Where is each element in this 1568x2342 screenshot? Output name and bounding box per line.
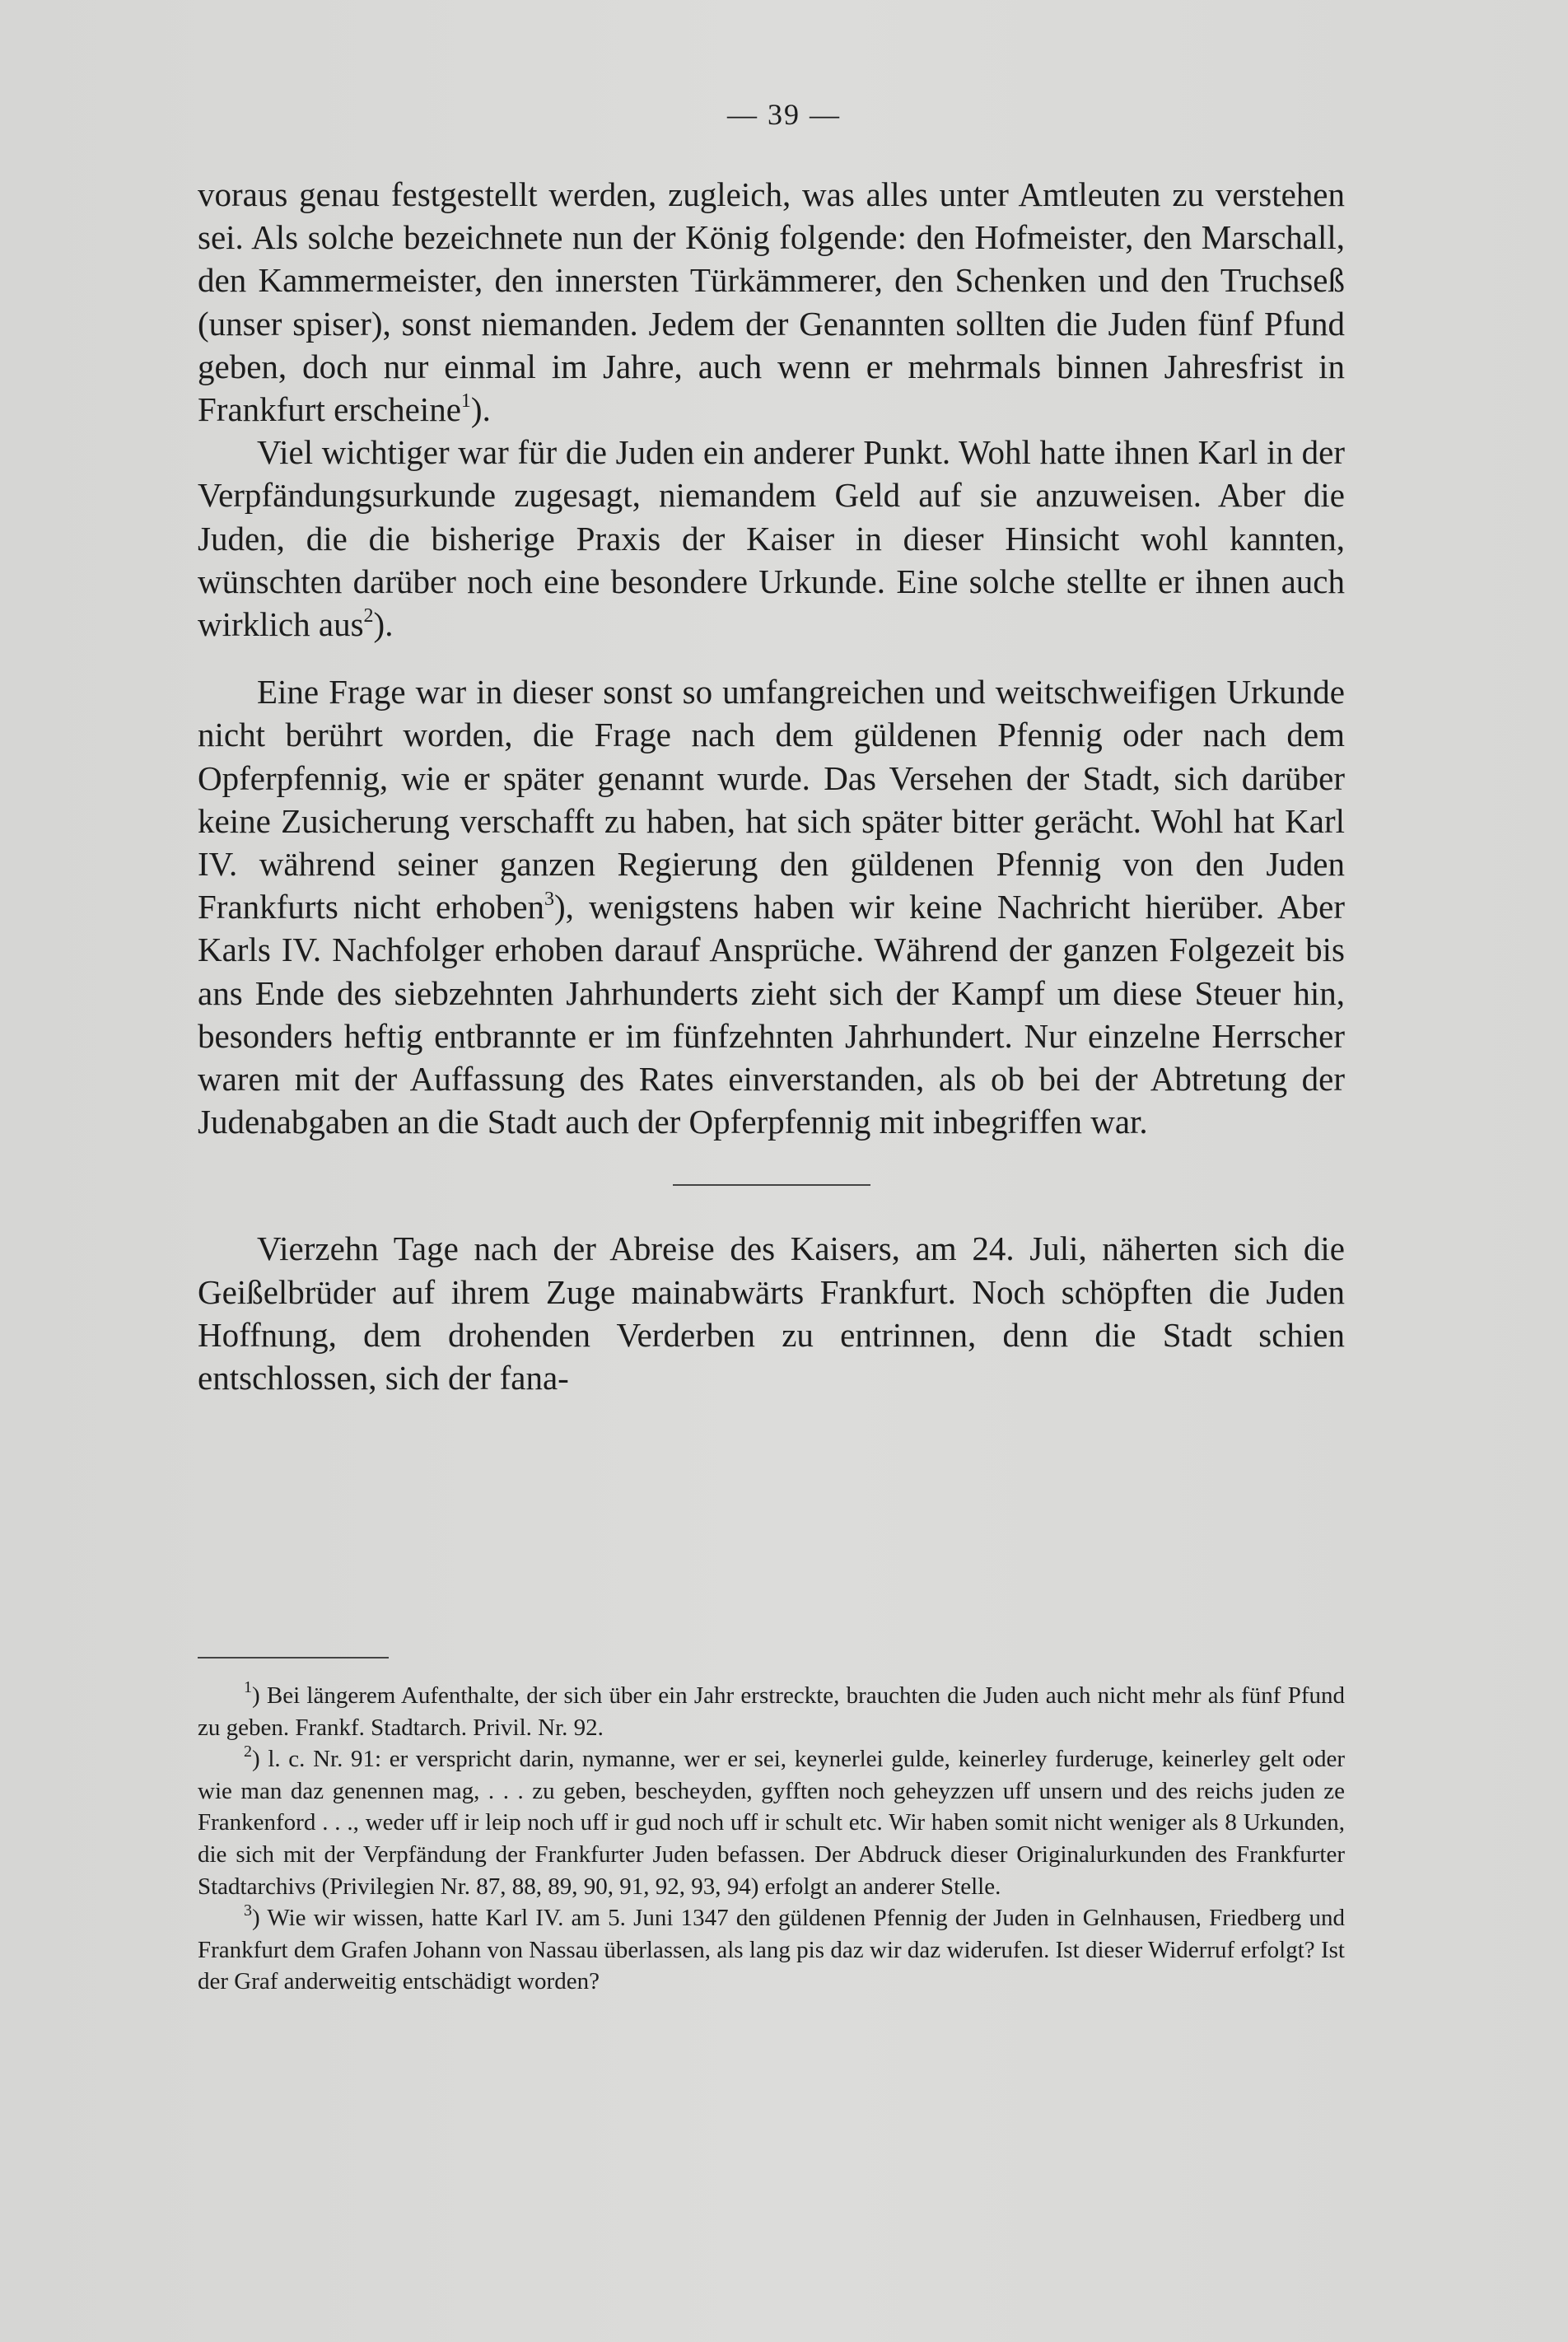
paragraph-4 — [198, 1227, 1345, 1399]
main-text — [198, 173, 1345, 1399]
paragraph-1-text: voraus genau festgestellt werden, zugleich, was alles unter Amtleuten zu verstehen sei. Als solche bezeichnete nun der König folgende: den Hofmeister, den Marschall, den Kammermeister, den innersten Türkämmerer, den Schenken und den Truchseß (unser spiser), sonst niemanden. Jedem der Genannten sollten die Juden fünf Pfund geben, doch nur einmal im Jahre, auch wenn er mehrmals binnen Jahresfrist in Frankfurt erscheine — [198, 175, 1345, 429]
footnote-3-text: Wie wir wissen, hatte Karl IV. am 5. Juni 1347 den güldenen Pfennig der Juden in Gelnhausen, Friedberg und Frankfurt dem Grafen Johann von Nassau überlassen, als lang pis daz wir daz widerufen. Ist dieser Widerruf erfolgt? Ist der Graf anderweitig entschädigt worden? — [198, 1905, 1345, 1995]
footnote-ref-1: 1 — [460, 390, 471, 413]
paragraph-1: voraus genau festgestellt werden, zugleich, was alles unter Amtleuten zu verstehen sei. Als solche bezeichnete nun der König folgende: den Hofmeister, den Marschall, den Kammermeister, den innersten Türkämmerer, den Schenken und den Truchseß (unser spiser), sonst niemanden. Jedem der Genannten sollten die Juden fünf Pfund geben, doch nur einmal im Jahre, auch wenn er mehrmals binnen Jahresfrist in Frankfurt erscheine$^1$). — [198, 175, 1345, 429]
section-divider — [673, 1184, 870, 1186]
paragraph-3: Eine Frage war in dieser sonst so umfangreichen und weitschweifigen Urkunde nicht berührt worden, die Frage nach dem güldenen Pfennig oder nach dem Opferpfennig, wie er später genannt wurde. Das Versehen der Stadt, sich darüber keine Zusicherung verschafft zu haben, hat sich später bitter gerächt. Wohl hat Karl IV. während seiner ganzen Regierung den güldenen Pfennig von den Juden Frankfurts nicht erhoben$^3$), wenigstens haben wir keine Nachricht hierüber. Aber Karls IV. Nachfolger erhoben darauf Ansprüche. Während der ganzen Folgezeit bis ans Ende des siebzehnten Jahrhunderts zieht sich der Kampf um diese Steuer hin, besonders heftig entbrannte er im fünfzehnten Jahrhundert. Nur einzelne Herrscher waren mit der Auffassung des Rates einverstanden, als ob bei der Abtretung der Judenabgaben an die Stadt auch der Opferpfennig mit inbegriffen war. — [198, 673, 1345, 1141]
footnote-2: $^2$) l. c. Nr. 91: er verspricht darin, nymanne, wer er sei, keynerlei gulde, keinerley furderuge, keinerley gelt oder wie man daz genennen mag, . . . zu geben, bescheyden, gyfften noch geheyzzen uff unsern und des reichs juden ze Frankenford . . ., weder uff ir leip noch uff ir gud noch uff ir schult etc. Wir haben somit nicht weniger als 8 Urkunden, die sich mit der Verpfändung der Frankfurter Juden befassen. Der Abdruck dieser Originalurkunden des Frankfurter Stadtarchivs (Privilegien Nr. 87, 88, 89, 90, 91, 92, 93, 94) erfolgt an anderer Stelle. — [198, 1742, 1345, 1900]
footnote-ref-2: 2 — [363, 605, 374, 627]
footnote-mark-3: 3 — [244, 1901, 252, 1920]
footnote-divider — [198, 1657, 389, 1659]
footnote-1-text: Bei längerem Aufenthalte, der sich über ein Jahr erstreckte, brauchten die Juden auch nicht mehr als fünf Pfund zu geben. Frankf. Stadtarch. Privil. Nr. 92. — [198, 1682, 1345, 1741]
footnote-2-text: l. c. Nr. 91: er verspricht darin, nymanne, wer er sei, keynerlei gulde, keinerley furderuge, keinerley gelt oder wie man daz genennen mag, . . . zu geben, bescheyden, gyfften noch geheyzzen uff unsern und des reichs juden ze Frankenford . . ., weder uff ir leip noch uff ir gud noch uff ir schult etc. Wir haben somit nicht weniger als 8 Urkunden, die sich mit der Verpfändung der Frankfurter Juden befassen. Der Abdruck dieser Originalurkunden des Frankfurter Stadtarchivs (Privilegien Nr. 87, 88, 89, 90, 91, 92, 93, 94) erfolgt an anderer Stelle. — [198, 1746, 1345, 1900]
paragraph-4-text: Vierzehn Tage nach der Abreise des Kaisers, am 24. Juli, näherten sich die Geißelbrüder auf ihrem Zuge mainabwärts Frankfurt. Noch schöpften die Juden Hoffnung, dem drohenden Verderben zu entrinnen, denn die Stadt schien entschlossen, sich der fana- — [198, 1229, 1345, 1397]
page-number: — 39 — — [727, 98, 841, 131]
paragraph-2: Viel wichtiger war für die Juden ein anderer Punkt. Wohl hatte ihnen Karl in der Verpfändungsurkunde zugesagt, niemandem Geld auf sie anzuweisen. Aber die Juden, die die bisherige Praxis der Kaiser in dieser Hinsicht wohl kannten, wünschten darüber noch eine besondere Urkunde. Eine solche stellte er ihnen auch wirklich aus$^2$). — [198, 433, 1345, 644]
footnote-1: $^1$) Bei längerem Aufenthalte, der sich über ein Jahr erstreckte, brauchten die Juden auch nicht mehr als fünf Pfund zu geben. Frankf. Stadtarch. Privil. Nr. 92. — [198, 1678, 1345, 1741]
paragraph-3-text-b: , wenigstens haben wir keine Nachricht hierüber. Aber Karls IV. Nachfolger erhoben darauf Ansprüche. Während der ganzen Folgezeit bis ans Ende des siebzehnten Jahrhunderts zieht sich der Kampf um diese Steuer hin, besonders heftig entbrannte er im fünfzehnten Jahrhundert. Nur einzelne Herrscher waren mit der Auffassung des Rates einverstanden, als ob bei der Abtretung der Judenabgaben an die Stadt auch der Opferpfennig mit inbegriffen war. — [198, 888, 1345, 1141]
paragraph-2-end: . — [385, 605, 394, 644]
paragraph-3-text-a: Eine Frage war in dieser sonst so umfangreichen und weitschweifigen Urkunde nicht berührt worden, die Frage nach dem güldenen Pfennig oder nach dem Opferpfennig, wie er später genannt wurde. Das Versehen der Stadt, sich darüber keine Zusicherung verschafft zu haben, hat sich später bitter gerächt. Wohl hat Karl IV. während seiner ganzen Regierung den güldenen Pfennig von den Juden Frankfurts nicht erhoben — [198, 673, 1345, 926]
paragraph-2-text: Viel wichtiger war für die Juden ein anderer Punkt. Wohl hatte ihnen Karl in der Verpfändungsurkunde zugesagt, niemandem Geld auf sie anzuweisen. Aber die Juden, die die bisherige Praxis der Kaiser in dieser Hinsicht wohl kannten, wünschten darüber noch eine besondere Urkunde. Eine solche stellte er ihnen auch wirklich aus — [198, 433, 1345, 644]
footnote-mark-2: 2 — [244, 1742, 252, 1761]
footnote-3: $^3$) Wie wir wissen, hatte Karl IV. am 5. Juni 1347 den güldenen Pfennig der Juden in Gelnhausen, Friedberg und Frankfurt dem Grafen Johann von Nassau überlassen, als lang pis daz wir daz widerufen. Ist dieser Widerruf erfolgt? Ist der Graf anderweitig entschädigt worden? — [198, 1901, 1345, 1995]
paragraph-1-end: . — [482, 390, 491, 429]
footnote-mark-1: 1 — [244, 1678, 252, 1697]
footnote-ref-3: 3 — [544, 888, 555, 910]
footnotes — [198, 1680, 1345, 1998]
